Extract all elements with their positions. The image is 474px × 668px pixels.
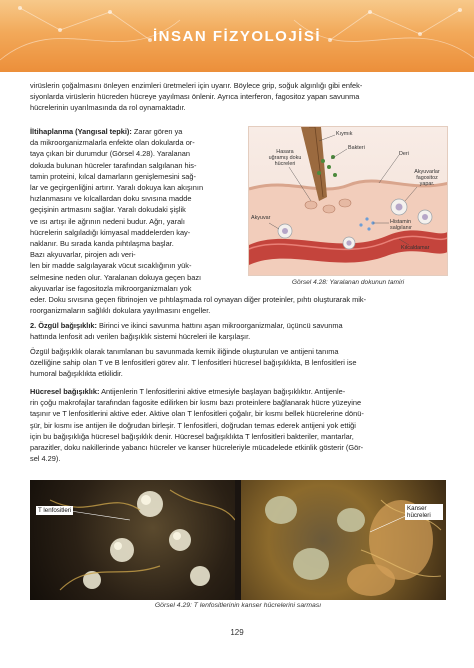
text-line: taşınır ve T lenfositlerini aktive eder. Aktive olan T lenfositleri çoğalır, bir kısmı bellek hücrelerine dönü-	[30, 409, 364, 419]
text-line: siyonlarda virüslerin hücreden hücreye yayılması önlenir. Ayrıca interferon, fagositoz yapan savunma	[30, 92, 360, 102]
text-line: hızlanmasını ve kılcallardan doku sıvısına madde	[30, 194, 192, 204]
text-line: Birinci ve ikinci savunma hattını aşan mikroorganizmalar, üçüncü savunma	[99, 321, 343, 330]
text-line: roorganizmaların sağlıklı dokulara yayılmasını engeller.	[30, 306, 211, 316]
text-line: Antijenlerin T lenfositlerini aktive etmesiyle başlayan bağışıklıktır. Antijenle-	[101, 387, 346, 396]
inflammation-paragraph	[30, 126, 244, 294]
text-line: ve ısı artışı ile ağrının nedeni budur. Ağrı, yaralı	[30, 216, 185, 226]
text-line: özelliğine sahip olan T ve B lenfositleri görev alır. T lenfositleri hücresel bağışıklıkta, B lenfositleri ise	[30, 358, 357, 368]
page-number: 129	[230, 628, 244, 637]
text-line: Bazı akyuvarlar, pirojen adı veri-	[30, 250, 136, 260]
specific-immunity-paragraph	[30, 320, 446, 342]
phagocytosis-label: Akyuvarlar fagositoz yapar.	[414, 169, 440, 188]
specific-immunity-heading: 2. Özgül bağışıklık:	[30, 321, 97, 330]
text-line: Özgül bağışıklık olarak tanımlanan bu savunmada kemik iliğinde oluşturulan ve antijeni tanıma	[30, 347, 339, 356]
text-line: hattında lenfosit adı verilen bağışıklık sistemi hücreleri ile karşılaşır.	[30, 332, 251, 342]
cellular-immunity-heading: Hücresel bağışıklık:	[30, 387, 100, 396]
figure-4-28-caption: Görsel 4.28: Yaralanan dokunun tamiri	[291, 279, 405, 286]
cellular-immunity-paragraph	[30, 386, 446, 464]
text-line: hücrelerin salgıladığı kimyasal maddelerden kay-	[30, 227, 191, 237]
text-line: eder. Doku sıvısına geçen fibrinojen ve pıhtılaşmada rol oynayan diğer proteinler, pıhtı oluşturarak mik-	[30, 295, 367, 304]
text-line: len bir madde salgılayarak vücut sıcaklığının yük-	[30, 261, 192, 271]
text-line: humoral bağışıklıkta etkilidir.	[30, 369, 123, 379]
intro-paragraph	[30, 80, 446, 114]
damaged-cells-label: Hasara uğramış doku hücreleri	[268, 149, 302, 168]
text-line: hücrelerinin uyarılmasında da rol oynamaktadır.	[30, 103, 186, 113]
figure-4-29-caption: Görsel 4.29: T lenfositlerinin kanser hücrelerini sarması	[154, 602, 322, 609]
figure-pointer-lines	[30, 480, 446, 600]
cancer-cells-label: Kanser hücreleri	[405, 504, 443, 520]
splinter-label: Kıymık	[336, 131, 353, 137]
text-line: taya çıkan bir durumdur (Görsel 4.28). Yaralanan	[30, 149, 190, 159]
text-line: virüslerin çoğalmasını önleyen enzimleri üretmeleri için uyarır. Böylece grip, soğuk algınlığı gibi enfek-	[30, 81, 363, 90]
text-line: şür, bir kısmı ise antijen ile doğrudan birleşir. T lenfositleri, doğrudan temas ederek antijeni yok ettiği	[30, 420, 356, 430]
text-line: da mikroorganizmalarla enfekte olan dokularda or-	[30, 138, 195, 148]
page-header-banner	[0, 0, 474, 72]
text-line: akyuvarlar ise fagositozla mikroorganizmaları yok	[30, 283, 192, 293]
text-line: dokuda bulunan hücreler tarafından salgılanan his-	[30, 160, 197, 170]
capillary-label: Kılcaldamar	[401, 245, 430, 251]
t-lymphocyte-photo	[30, 480, 446, 600]
chapter-title: İNSAN FİZYOLOJİSİ	[152, 28, 321, 45]
inflammation-heading: İltihaplanma (Yangısal tepki):	[30, 127, 132, 136]
text-line: için bu bağışıklığa hücresel bağışıklık denir. Hücresel bağışıklıkta T lenfositleri bakteriler, mantarlar,	[30, 431, 354, 441]
coagulation-paragraph	[30, 294, 446, 316]
t-lymphocytes-label: T lenfositleri	[38, 507, 72, 514]
wound-repair-figure	[248, 126, 448, 276]
histamine-label: Histamin salgılanır	[390, 219, 412, 232]
skin-label: Deri	[399, 151, 409, 157]
text-line: rin çoğu makrofajlar tarafından fagosite edilirken bir kısmı bazı proteinlere bağlanarak hücre yüzeyine	[30, 398, 362, 408]
text-line: selmesine neden olur. Yaralanan dokuya geçen bazı	[30, 272, 202, 282]
text-line: sel 4.29).	[30, 454, 61, 464]
lymphocyte-paragraph	[30, 346, 446, 380]
text-line: naklanır. Bu sırada kanda pıhtılaşma başlar.	[30, 239, 174, 249]
text-line: parazitler, doku nakillerinde yabancı hücreler ve kanser hücreleriyle mücadelede etkinlik gösterir (Gör-	[30, 443, 364, 453]
text-line: Zarar gören ya	[133, 127, 183, 136]
text-line: tamin proteini, kılcal damarların genişlemesini sağ-	[30, 171, 196, 181]
bacteria-label: Bakteri	[348, 145, 365, 151]
leukocyte-label: Akyuvar	[251, 215, 271, 221]
text-line: lar ve geçirgenliğini artırır. Yaralı dokuya kan akışının	[30, 183, 204, 193]
text-line: geçişinin artmasını sağlar. Yaralı dokudaki şişlik	[30, 205, 186, 215]
